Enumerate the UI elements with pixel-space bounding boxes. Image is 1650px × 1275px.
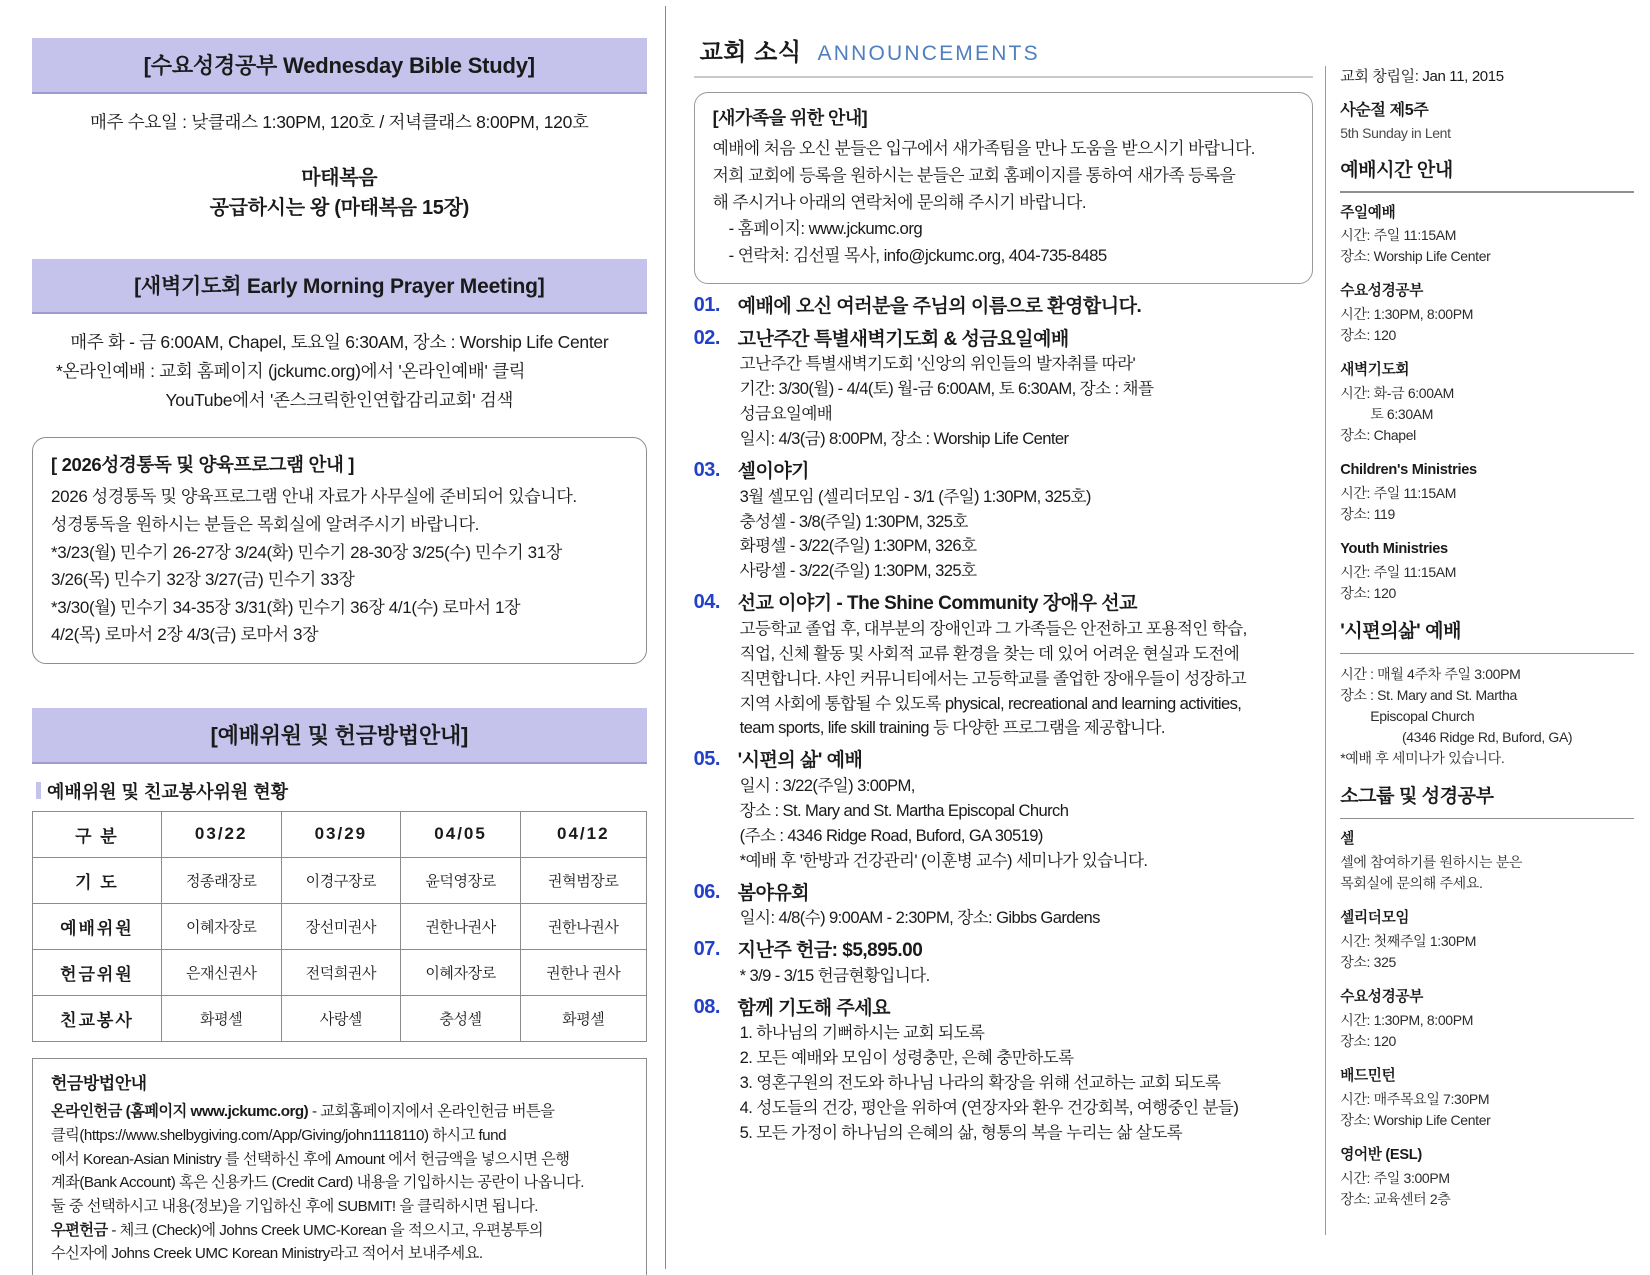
announcements-column [666, 0, 1326, 1275]
bible-reading-line-6: 4/2(목) 로마서 2장 4/3(금) 로마서 3장 [51, 625, 319, 645]
table-header-row [33, 811, 647, 857]
giving-line-4: 계좌(Bank Account) 혹은 신용카드 (Credit Card) 내용을 기입하시는 공란이 나옵니다. [51, 1174, 584, 1192]
morning-prayer-line-3: YouTube에서 '존스크릭한인연합감리교회' 검색 [165, 389, 514, 410]
bible-reading-line-3: *3/23(월) 민수기 26-27장 3/24(화) 민수기 28-30장 3/25(수) 민수기 31장 [51, 542, 562, 562]
psalm-note: *예배 후 세미나가 있습니다. [1340, 750, 1505, 767]
group-location: 장소: Worship Life Center [1340, 1111, 1491, 1128]
giving-online-bold: 온라인헌금 (홈페이지 www.jckumc.org) [51, 1103, 309, 1121]
announcements-header-rule [694, 76, 1314, 78]
group-time: 시간: 주일 3:00PM [1340, 1169, 1450, 1186]
announcement-detail: * 3/9 - 3/15 헌금현황입니다. [739, 965, 930, 985]
group-title: Children's Ministries [1340, 462, 1477, 479]
prayer-item: 4. 성도들의 건강, 평안을 위하여 (연장자와 환우 건강회복, 여행중인 분들) [739, 1097, 1239, 1117]
giving-mail-rest: - 체크 (Check)에 Johns Creek UMC-Korean 을 적으시고, 우편봉투의 [107, 1221, 543, 1239]
table-cell: 장선미권사 [281, 903, 401, 949]
psalm-location-cont: Episcopal Church [1370, 708, 1475, 725]
announcement-title: 고난주간 특별새벽기도회 & 성금요일예배 [737, 328, 1069, 350]
giving-mail-bold: 우편헌금 [51, 1221, 108, 1239]
new-family-line-2: 저희 교회에 등록을 원하시는 분들은 교회 홈페이지를 통하여 새가족 등록을 [712, 165, 1236, 185]
group-time: 시간: 매주목요일 7:30PM [1340, 1090, 1490, 1107]
group-title: 셀 [1340, 831, 1355, 848]
announcement-detail: 충성셀 - 3/8(주일) 1:30PM, 325호 [739, 511, 968, 531]
group-title: 수요성경공부 [1340, 989, 1423, 1006]
morning-prayer-line-1: 매주 화 - 금 6:00AM, Chapel, 토요일 6:30AM, 장소 : Worship Life Center [70, 331, 609, 352]
table-cell: 이경구장로 [281, 857, 401, 903]
new-family-box [694, 92, 1314, 284]
list-item [694, 996, 1314, 1146]
list-item [694, 591, 1314, 741]
announcement-number: 05. [693, 748, 720, 771]
announcement-title: 예배에 오신 여러분을 주님의 이름으로 환영합니다. [737, 296, 1142, 318]
table-cell: 화평셀 [520, 995, 646, 1041]
left-column [0, 0, 665, 1275]
announcement-detail: 직면합니다. 샤인 커뮤니티에서는 고등학교를 졸업한 장애우들이 성장하고 [739, 668, 1246, 688]
list-item [694, 881, 1314, 932]
giving-info-box [32, 1058, 647, 1275]
worship-group-morning-prayer [1340, 360, 1634, 446]
bible-reading-line-4: 3/26(목) 민수기 32장 3/27(금) 민수기 33장 [51, 570, 355, 590]
list-item [694, 294, 1314, 320]
sermon-title: 공급하시는 왕 (마태복음 15장) [209, 196, 469, 219]
group-location: 장소: 120 [1340, 1032, 1396, 1049]
bible-study-schedule-block [32, 108, 647, 223]
announcement-detail: 고등학교 졸업 후, 대부분의 장애인과 그 가족들은 안전하고 포용적인 학습, [739, 618, 1247, 638]
announcement-detail: 3월 셀모임 (셀리더모임 - 3/1 (주일) 1:30PM, 325호) [739, 486, 1091, 506]
group-time-saturday: 토 6:30AM [1370, 406, 1434, 423]
church-founded-date: Jan 11, 2015 [1422, 68, 1504, 85]
list-item [694, 748, 1314, 873]
info-sidebar [1325, 0, 1650, 1275]
table-row [33, 995, 647, 1041]
small-group-heading: 소그룹 및 성경공부 [1340, 786, 1494, 808]
table-cell: 은재신권사 [161, 949, 281, 995]
group-title: 수요성경공부 [1340, 283, 1423, 300]
group-time: 시간: 주일 11:15AM [1340, 485, 1457, 502]
small-group-cell-leader [1340, 908, 1634, 973]
giving-line-5: 둘 중 선택하시고 내용(정보)을 기입하신 후에 SUBMIT! 을 클릭하시면 됩니다. [51, 1197, 539, 1215]
announcement-detail: team sports, life skill training 등 다양한 프로그램을 제공합니다. [739, 718, 1165, 738]
small-group-esl [1340, 1145, 1634, 1210]
sermon-book: 마태복음 [301, 166, 378, 189]
announcement-body [738, 748, 1314, 873]
small-group-rule [1340, 818, 1634, 820]
announcements-header [694, 32, 1314, 67]
announcement-number: 06. [693, 880, 720, 903]
announcement-detail: 일시: 4/8(수) 9:00AM - 2:30PM, 장소: Gibbs Gardens [739, 908, 1100, 928]
psalm-worship-rule [1340, 653, 1634, 655]
new-family-line-3: 해 주시거나 아래의 연락처에 문의해 주시기 바랍니다. [712, 192, 1086, 212]
announcement-body [738, 459, 1314, 584]
announcements-header-kr: 교회 소식 [699, 39, 802, 66]
list-item [694, 938, 1314, 989]
small-group-badminton [1340, 1066, 1634, 1131]
bible-reading-line-2: 성경통독을 원하시는 분들은 목회실에 알려주시기 바랍니다. [51, 515, 480, 534]
announcement-number: 01. [693, 294, 720, 317]
sidebar-divider [1325, 66, 1326, 1235]
table-header-cell: 구 분 [33, 811, 162, 857]
announcement-body [738, 294, 1314, 320]
psalm-worship-heading: '시편의삶' 예배 [1340, 621, 1462, 643]
table-row-head: 예배위원 [33, 903, 162, 949]
announcement-number: 02. [693, 326, 720, 349]
small-group-cell [1340, 829, 1634, 894]
group-title: 배드민턴 [1340, 1067, 1396, 1084]
announcement-detail: 지역 사회에 통합될 수 있도록 physical, recreational and learning activities, [739, 693, 1242, 713]
group-location: 장소: 교육센터 2층 [1340, 1190, 1451, 1207]
bible-study-schedule: 매주 수요일 : 낮클래스 1:30PM, 120호 / 저녁클래스 8:00PM, 120호 [90, 112, 589, 132]
table-cell: 권한나권사 [520, 903, 646, 949]
announcement-title: 셀이야기 [737, 461, 810, 483]
group-location: 장소: Worship Life Center [1340, 248, 1491, 265]
psalm-worship-details [1340, 664, 1634, 769]
announcement-detail: 일시: 4/3(금) 8:00PM, 장소 : Worship Life Center [739, 429, 1069, 449]
psalm-location: 장소 : St. Mary and St. Martha [1340, 687, 1517, 704]
bible-reading-box [32, 437, 647, 664]
group-note-2: 목회실에 문의해 주세요. [1340, 875, 1483, 892]
announcement-detail: 기간: 3/30(월) - 4/4(토) 월-금 6:00AM, 토 6:30AM, 장소 : 채플 [739, 379, 1154, 399]
table-header-cell: 04/05 [401, 811, 521, 857]
giving-online-line [51, 1100, 632, 1124]
new-family-contact-line: - 연락처: 김선필 목사, info@jckumc.org, 404-735-8485 [728, 246, 1107, 266]
group-title: 영어반 (ESL) [1340, 1146, 1422, 1163]
announcements-header-en: ANNOUNCEMENTS [817, 42, 1040, 65]
table-header-cell: 03/29 [281, 811, 401, 857]
prayer-item: 1. 하나님의 기뻐하시는 교회 되도록 [739, 1023, 985, 1043]
table-cell: 권혁범장로 [520, 857, 646, 903]
group-title: 새벽기도회 [1340, 362, 1410, 379]
announcement-detail: 직업, 신체 활동 및 사회적 교류 환경을 찾는 데 있어 어려운 현실과 도전에 [739, 643, 1240, 663]
worship-group-childrens-ministries [1340, 460, 1634, 525]
roster-section-label [36, 778, 647, 804]
group-location: 장소: 120 [1340, 585, 1396, 602]
giving-online-rest: - 교회홈페이지에서 온라인헌금 버튼을 [308, 1103, 555, 1121]
table-cell: 윤덕영장로 [401, 857, 521, 903]
worship-group-youth-ministries [1340, 539, 1634, 604]
morning-prayer-block [32, 328, 647, 415]
small-group-wednesday-bible [1340, 987, 1634, 1052]
announcement-body [738, 996, 1314, 1146]
bible-reading-line-1: 2026 성경통독 및 양육프로그램 안내 자료가 사무실에 준비되어 있습니다. [51, 487, 577, 507]
group-location: 장소: Chapel [1340, 427, 1416, 444]
list-item [694, 459, 1314, 584]
group-location: 장소: 325 [1340, 954, 1396, 971]
sidebar-content [1340, 66, 1634, 1275]
table-cell: 충성셀 [401, 995, 521, 1041]
group-title: Youth Ministries [1340, 541, 1448, 558]
announcement-detail: 고난주간 특별새벽기도회 '신앙의 위인들의 발자취를 따라' [739, 354, 1136, 374]
list-item [694, 327, 1314, 452]
offering-total: 지난주 헌금: $5,895.00 [737, 940, 923, 962]
church-founded [1340, 66, 1634, 89]
group-note-1: 셀에 참여하기를 원하시는 분은 [1340, 854, 1523, 871]
announcement-title: 함께 기도해 주세요 [737, 997, 890, 1019]
table-header-cell: 04/12 [520, 811, 646, 857]
new-family-title: [새가족을 위한 안내] [712, 108, 868, 128]
table-cell: 사랑셀 [281, 995, 401, 1041]
bible-reading-title: [ 2026성경통독 및 양육프로그램 안내 ] [51, 453, 355, 475]
group-time: 시간: 1:30PM, 8:00PM [1340, 306, 1474, 323]
group-time: 시간: 주일 11:15AM [1340, 227, 1457, 244]
psalm-time: 시간 : 매월 4주차 주일 3:00PM [1340, 666, 1521, 683]
prayer-item: 3. 영혼구원의 전도와 하나님 나라의 확장을 위해 선교하는 교회 되도록 [739, 1073, 1221, 1092]
psalm-address: (4346 Ridge Rd, Buford, GA) [1401, 729, 1573, 746]
prayer-item: 5. 모든 가정이 하나님의 은혜의 삶, 형통의 복을 누리는 삶 살도록 [739, 1122, 1183, 1142]
announcement-number: 08. [693, 995, 720, 1018]
prayer-item: 2. 모든 예배와 모임이 성령충만, 은혜 충만하도록 [739, 1048, 1074, 1068]
new-family-website-line: - 홈페이지: www.jckumc.org [728, 219, 923, 239]
lent-season-en: 5th Sunday in Lent [1340, 124, 1451, 141]
table-row [33, 949, 647, 995]
table-row [33, 857, 647, 903]
announcement-detail: 장소 : St. Mary and St. Martha Episcopal Church [739, 800, 1069, 820]
table-row-head: 기 도 [33, 857, 162, 903]
announcement-body [738, 938, 1314, 989]
giving-title: 헌금방법안내 [51, 1073, 147, 1093]
bible-reading-line-5: *3/30(월) 민수기 34-35장 3/31(화) 민수기 36장 4/1(수) 로마서 1장 [51, 597, 521, 617]
group-location: 장소: 120 [1340, 327, 1396, 344]
morning-prayer-banner: [새벽기도회 Early Morning Prayer Meeting] [32, 259, 647, 314]
announcement-list [694, 294, 1314, 1146]
worship-times-heading: 예배시간 안내 [1340, 159, 1453, 181]
announcement-body [738, 327, 1314, 452]
church-founded-label: 교회 창립일: [1340, 68, 1423, 85]
announcement-address: (주소 : 4346 Ridge Road, Buford, GA 30519) [739, 825, 1043, 845]
morning-prayer-line-2: *온라인예배 : 교회 홈페이지 (jckumc.org)에서 '온라인예배' 클릭 [56, 360, 526, 381]
announcement-detail: 일시 : 3/22(주일) 3:00PM, [739, 775, 915, 795]
table-cell: 권한나 권사 [520, 949, 646, 995]
group-title: 주일예배 [1340, 204, 1396, 221]
table-row-head: 헌금위원 [33, 949, 162, 995]
announcement-number: 04. [693, 591, 720, 614]
worship-roster-table [32, 811, 647, 1042]
table-cell: 이혜자장로 [401, 949, 521, 995]
worship-group-wednesday-bible [1340, 281, 1634, 346]
announcement-title: 선교 이야기 - The Shine Community 장애우 선교 [737, 593, 1137, 615]
announcement-detail: *예배 후 '한방과 건강관리' (이훈병 교수) 세미나가 있습니다. [739, 850, 1148, 870]
announcement-number: 07. [693, 938, 720, 961]
new-family-line-1: 예배에 처음 오신 분들은 입구에서 새가족팀을 만나 도움을 받으시기 바랍니다. [712, 138, 1255, 158]
announcement-detail: 성금요일예배 [739, 404, 833, 424]
worship-times-rule [1340, 191, 1634, 193]
roster-section-label-text: 예배위원 및 친교봉사위원 현황 [47, 781, 289, 802]
announcement-detail: 화평셀 - 3/22(주일) 1:30PM, 326호 [739, 536, 977, 556]
lent-season-kr: 사순절 제5주 [1340, 101, 1429, 119]
giving-line-2: 클릭(https://www.shelbygiving.com/App/Giving/john1118110) 하시고 fund [51, 1126, 507, 1144]
group-time: 시간: 1:30PM, 8:00PM [1340, 1011, 1474, 1028]
announcement-body [738, 881, 1314, 932]
table-cell: 이혜자장로 [161, 903, 281, 949]
giving-line-7: 수신자에 Johns Creek UMC Korean Ministry라고 적어서 보내주세요. [51, 1245, 483, 1263]
announcement-detail: 사랑셀 - 3/22(주일) 1:30PM, 325호 [739, 561, 977, 581]
announcement-number: 03. [693, 459, 720, 482]
table-cell: 정종래장로 [161, 857, 281, 903]
worship-group-sunday [1340, 203, 1634, 268]
table-cell: 전덕희권사 [281, 949, 401, 995]
table-cell: 화평셀 [161, 995, 281, 1041]
group-time: 시간: 화-금 6:00AM [1340, 385, 1454, 402]
table-header-cell: 03/22 [161, 811, 281, 857]
announcement-body [738, 591, 1314, 741]
giving-mail-line [51, 1219, 632, 1243]
bullet-bar-icon [36, 782, 41, 799]
announcement-title: 봄야유회 [737, 882, 810, 904]
table-cell: 권한나권사 [401, 903, 521, 949]
group-location: 장소: 119 [1340, 506, 1395, 523]
group-time: 시간: 첫째주일 1:30PM [1340, 933, 1477, 950]
announcement-title: '시편의 삶' 예배 [737, 750, 863, 772]
table-row-head: 친교봉사 [33, 995, 162, 1041]
table-row [33, 903, 647, 949]
group-title: 셀리더모임 [1340, 910, 1410, 927]
group-time: 시간: 주일 11:15AM [1340, 564, 1457, 581]
bible-study-banner: [수요성경공부 Wednesday Bible Study] [32, 38, 647, 94]
worship-committee-banner: [예배위원 및 헌금방법안내] [32, 708, 647, 764]
giving-line-3: 에서 Korean-Asian Ministry 를 선택하신 후에 Amount 에서 헌금액을 넣으시면 은행 [51, 1150, 570, 1168]
